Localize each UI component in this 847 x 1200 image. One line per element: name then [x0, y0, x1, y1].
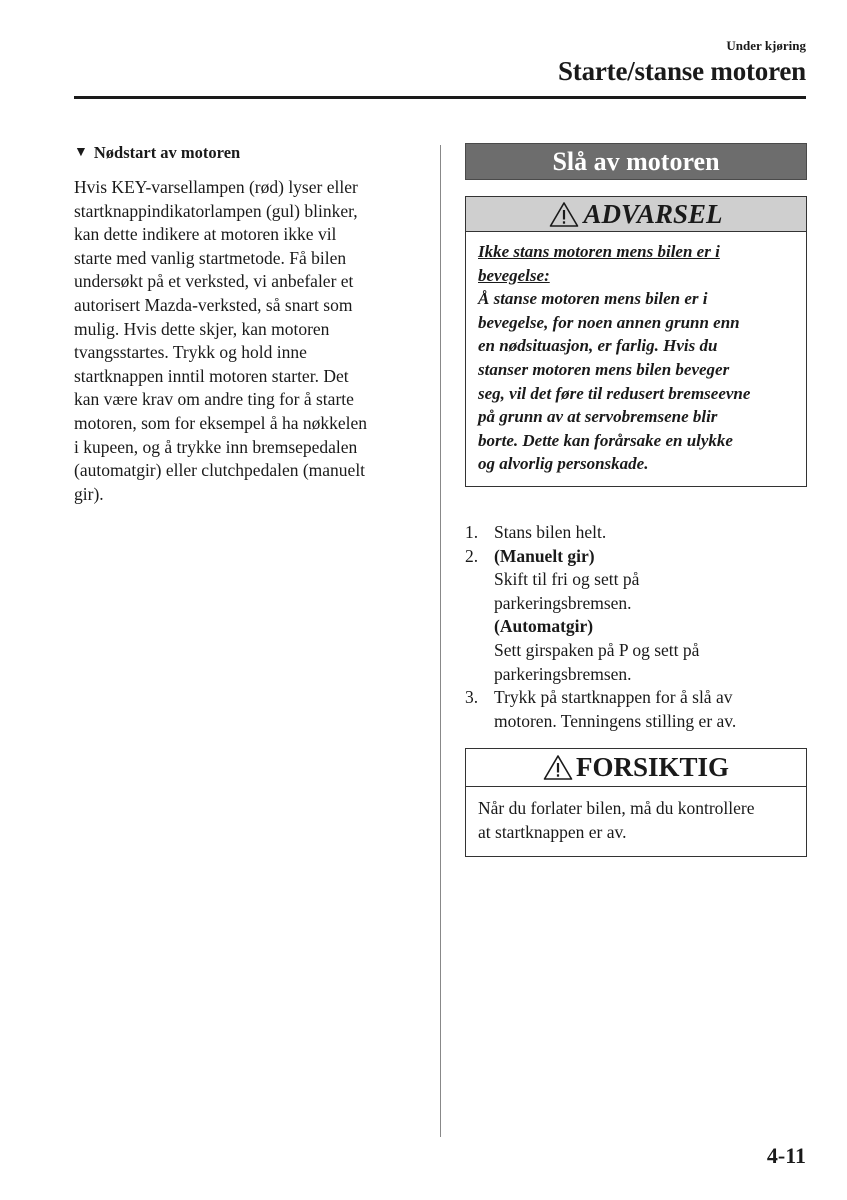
- warning-line: seg, vil det føre til redusert bremseevne: [478, 383, 751, 403]
- header-rule: [74, 96, 806, 99]
- warning-line: borte. Dette kan forårsake en ulykke: [478, 430, 733, 450]
- step-text: [494, 545, 807, 687]
- right-column: [465, 143, 807, 857]
- paragraph-line: autorisert Mazda-verksted, så snart som: [74, 294, 353, 315]
- paragraph-line: gir).: [74, 483, 104, 504]
- warning-line: på grunn av at servobremsene blir: [478, 407, 718, 427]
- step-number: 3.: [465, 687, 479, 708]
- warning-header: [466, 197, 806, 232]
- warning-line: Å stanse motoren mens bilen er i: [478, 289, 708, 309]
- left-column: [74, 143, 414, 506]
- step-line: Trykk på startknappen for å slå av: [494, 687, 733, 708]
- warning-label: ADVARSEL: [583, 198, 723, 229]
- step-number: 1.: [465, 521, 479, 542]
- column-divider: [440, 145, 441, 1137]
- caution-body: [466, 787, 806, 856]
- paragraph-line: startknappen inntil motoren starter. Det: [74, 365, 349, 386]
- step-line: Sett girspaken på P og sett på: [494, 639, 700, 660]
- caution-line: Når du forlater bilen, må du kontrollere: [478, 798, 755, 819]
- paragraph-line: undersøkt på et verksted, vi anbefaler et: [74, 271, 354, 292]
- page-title: Starte/stanse motoren: [557, 56, 806, 86]
- warning-heading-line: Ikke stans motoren mens bilen er i: [478, 242, 720, 261]
- step-number: 2.: [465, 545, 479, 566]
- steps-list: [465, 521, 807, 733]
- step-item: [465, 686, 807, 733]
- warning-line: og alvorlig personskade.: [478, 454, 649, 474]
- paragraph-line: starte med vanlig startmetode. Få bilen: [74, 247, 347, 268]
- paragraph-line: kan dette indikere at motoren ikke vil: [74, 224, 337, 245]
- caution-header: [466, 749, 806, 787]
- warning-box: [465, 196, 807, 487]
- step-line: parkeringsbremsen.: [494, 592, 632, 613]
- warning-line: bevegelse, for noen annen grunn enn: [478, 312, 740, 332]
- paragraph-line: startknappindikatorlampen (gul) blinker,: [74, 200, 358, 221]
- paragraph-line: Hvis KEY-varsellampen (rød) lyser eller: [74, 177, 358, 197]
- triangle-down-icon: ▼: [74, 145, 88, 160]
- header-section-label: Under kjøring: [726, 38, 806, 53]
- caution-line: at startknappen er av.: [478, 821, 627, 842]
- warning-line: en nødsituasjon, er farlig. Hvis du: [478, 336, 718, 356]
- section-title: Slå av motoren: [552, 146, 720, 176]
- paragraph-line: i kupeen, og å trykke inn bremsepedalen: [74, 436, 358, 457]
- warning-line: stanser motoren mens bilen beveger: [478, 359, 730, 379]
- step-item: [465, 545, 807, 687]
- body-paragraph: [74, 176, 414, 506]
- warning-body: [466, 232, 806, 486]
- automatic-gear-label: (Automatgir): [494, 616, 594, 637]
- warning-triangle-icon: [549, 201, 579, 228]
- subheading-text: Nødstart av motoren: [93, 143, 241, 162]
- step-line: motoren. Tenningens stilling er av.: [494, 710, 737, 731]
- step-line: parkeringsbremsen.: [494, 663, 632, 684]
- caution-box: [465, 748, 807, 857]
- warning-triangle-icon: [543, 754, 573, 781]
- step-line: Skift til fri og sett på: [494, 569, 640, 590]
- paragraph-line: kan være krav om andre ting for å starte: [74, 389, 354, 410]
- step-text: [494, 686, 807, 733]
- subheading: [74, 143, 414, 163]
- manual-gear-label: (Manuelt gir): [494, 545, 595, 566]
- paragraph-line: mulig. Hvis dette skjer, kan motoren: [74, 318, 330, 339]
- step-item: [465, 521, 807, 545]
- page-number: 4-11: [766, 1143, 806, 1168]
- caution-label: FORSIKTIG: [575, 752, 730, 783]
- warning-heading-line: bevegelse:: [478, 265, 550, 285]
- paragraph-line: (automatgir) eller clutchpedalen (manuelt: [74, 460, 366, 481]
- paragraph-line: tvangsstartes. Trykk og hold inne: [74, 342, 307, 363]
- paragraph-line: motoren, som for eksempel å ha nøkkelen: [74, 412, 368, 433]
- step-text: Stans bilen helt.: [494, 521, 607, 542]
- section-title-bar: [465, 143, 807, 180]
